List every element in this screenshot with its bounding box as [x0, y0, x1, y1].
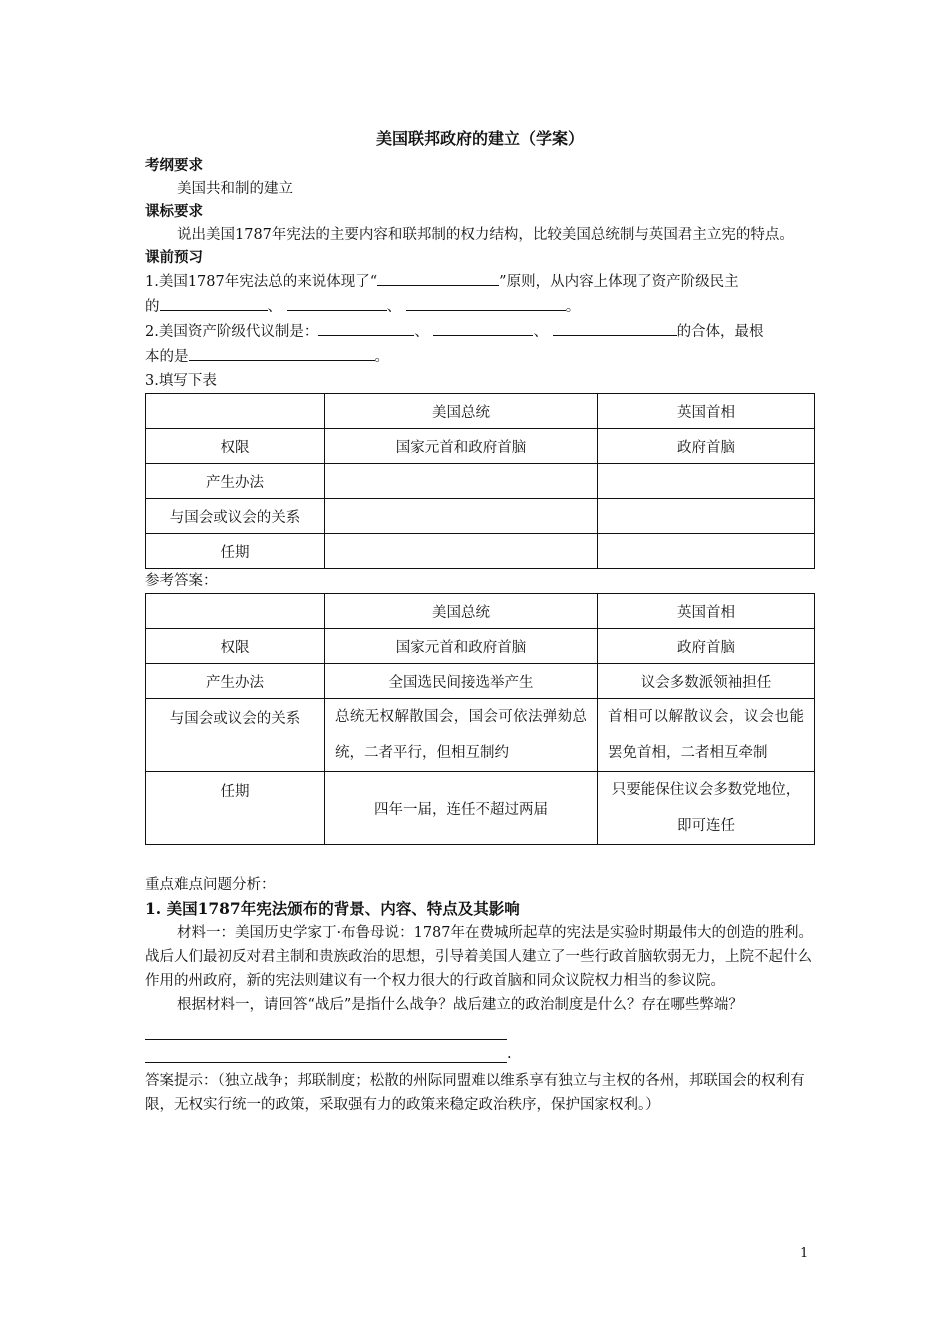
q1-blank-1[interactable] [377, 269, 499, 286]
q2-sep-2: 、 [533, 324, 548, 340]
table-cell: 任期 [146, 534, 325, 569]
question-3: 3.填写下表 [145, 373, 217, 389]
q2-text-b: 的合体，最根 [676, 324, 764, 340]
analysis-heading: 1. 美国1787年宪法颁布的背景、内容、特点及其影响 [145, 899, 520, 918]
table-row [146, 464, 815, 499]
table-row [146, 699, 815, 772]
table-cell: 四年一届，连任不超过两届 [325, 772, 598, 845]
q2-text-a: 2.美国资产阶级代议制是： [145, 324, 319, 340]
q1-sep-1: 、 [267, 299, 282, 315]
table-cell-blank[interactable] [325, 499, 598, 534]
table-cell: 任期 [146, 772, 325, 845]
q1-text-c: 的 [145, 299, 160, 315]
q2-blank-1[interactable] [318, 319, 414, 336]
table-cell: 议会多数派领袖担任 [598, 664, 815, 699]
q2-text-c: 本的是 [145, 349, 189, 365]
table-cell: 权限 [146, 429, 325, 464]
table-row [146, 429, 815, 464]
kebiao-heading: 课标要求 [145, 203, 203, 220]
table-cell: 总统无权解散国会，国会可依法弹劾总统，二者平行，但相互制约 [325, 699, 598, 772]
q1-text-a: 1.美国1787年宪法总的来说体现了“ [145, 274, 378, 290]
table-cell [146, 394, 325, 429]
table-cell: 政府首脑 [598, 629, 815, 664]
q1-end: 。 [565, 299, 581, 315]
table-cell: 与国会或议会的关系 [146, 699, 325, 772]
table-cell: 全国选民间接选举产生 [325, 664, 598, 699]
table-cell: 国家元首和政府首脑 [325, 629, 598, 664]
table-row [146, 629, 815, 664]
table-header: 美国总统 [325, 394, 598, 429]
q2-sep-1: 、 [414, 324, 429, 340]
table-cell-blank[interactable] [325, 464, 598, 499]
table-row [146, 772, 815, 845]
answer-line-2-wrap [145, 1040, 815, 1063]
table-cell: 首相可以解散议会，议会也能罢免首相，二者相互牵制 [598, 699, 815, 772]
table-header: 英国首相 [598, 394, 815, 429]
table-row [146, 664, 815, 699]
table-header: 英国首相 [598, 594, 815, 629]
table-cell-blank[interactable] [598, 499, 815, 534]
table-cell: 只要能保住议会多数党地位，即可连任 [598, 772, 815, 845]
table-cell-blank[interactable] [598, 464, 815, 499]
material-text: 材料一：美国历史学家丁·布鲁母说：1787年在费城所起草的宪法是实验时期最伟大的创造的胜利。战后人们最初反对君主制和贵族政治的思想，引导着美国人建立了一些行政首脑软弱无力，上院不起什么作用的州政府，新的宪法则建议有一个权力很大的行政首脑和同众议院权力相当的参议院。 [145, 925, 814, 989]
table-cell: 政府首脑 [598, 429, 815, 464]
yuxi-heading: 课前预习 [145, 249, 203, 266]
answer-hint: 答案提示：（独立战争；邦联制度；松散的州际同盟难以维系享有独立与主权的各州，邦联国会的权利有限，无权实行统一的政策，采取强有力的政策来稳定政治秩序，保护国家权利。） [145, 1073, 805, 1113]
q1-sep-2: 、 [386, 299, 402, 315]
table-cell: 国家元首和政府首脑 [325, 429, 598, 464]
table-cell [146, 594, 325, 629]
table-cell: 与国会或议会的关系 [146, 499, 325, 534]
q1-blank-3[interactable] [287, 294, 387, 311]
answer-line-1[interactable] [145, 1017, 507, 1040]
table-row [146, 534, 815, 569]
table-cell-blank[interactable] [598, 534, 815, 569]
question-2 [145, 319, 815, 369]
fill-table [145, 393, 815, 569]
answer-line-2[interactable] [145, 1040, 507, 1063]
kaogang-text: 美国共和制的建立 [177, 181, 293, 197]
q1-text-b: ”原则，从内容上体现了资产阶级民主 [499, 274, 739, 290]
q2-blank-3[interactable] [553, 319, 677, 336]
table-cell: 产生办法 [146, 464, 325, 499]
table-row [146, 499, 815, 534]
table-header: 美国总统 [325, 594, 598, 629]
document-page [145, 120, 815, 1117]
question-1 [145, 269, 815, 319]
q2-blank-4[interactable] [189, 344, 375, 361]
page-number: 1 [800, 1246, 809, 1261]
answer-line-period: . [507, 1046, 512, 1062]
table-row [146, 394, 815, 429]
page-title: 美国联邦政府的建立（学案） [375, 129, 584, 148]
analysis-label: 重点难点问题分析： [145, 877, 276, 893]
q1-blank-2[interactable] [160, 294, 268, 311]
table-cell-blank[interactable] [325, 534, 598, 569]
table-cell: 产生办法 [146, 664, 325, 699]
kaogang-heading: 考纲要求 [145, 157, 203, 174]
question-text: 根据材料一，请回答“战后”是指什么战争？战后建立的政治制度是什么？存在哪些弊端？ [177, 997, 743, 1013]
table-cell: 权限 [146, 629, 325, 664]
table-row [146, 594, 815, 629]
answer-label: 参考答案： [145, 573, 218, 589]
q1-blank-4[interactable] [406, 294, 566, 311]
q2-blank-2[interactable] [433, 319, 533, 336]
q2-end: 。 [374, 349, 389, 365]
kebiao-text: 说出美国1787年宪法的主要内容和联邦制的权力结构，比较美国总统制与英国君主立宪的特点。 [177, 227, 794, 243]
answer-table [145, 593, 815, 845]
